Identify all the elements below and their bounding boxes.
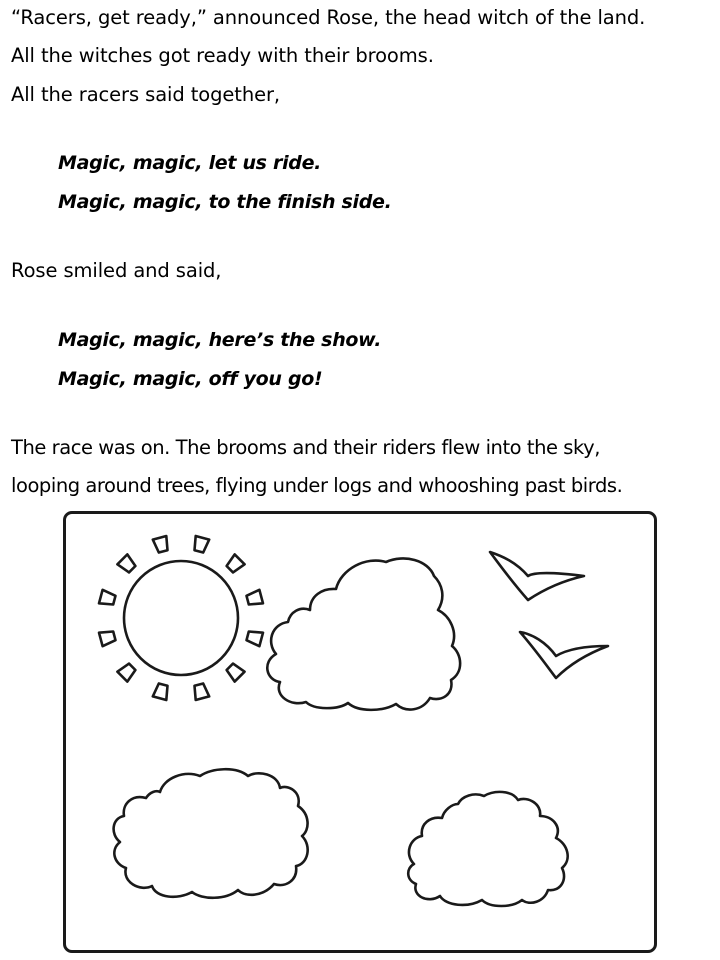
verse-line: Magic, magic, off you go! <box>58 368 323 390</box>
sun-disc <box>124 561 238 675</box>
sun-ray <box>117 664 135 682</box>
verse-line: Magic, magic, to the finish side. <box>58 191 392 213</box>
story-line: The race was on. The brooms and their riders flew into the sky, <box>11 436 600 459</box>
sun-icon <box>99 536 263 700</box>
sun-ray <box>195 536 210 553</box>
illustration-canvas <box>66 514 657 953</box>
story-line: looping around trees, flying under logs and whooshing past birds. <box>11 474 623 497</box>
bird-icon <box>520 632 608 678</box>
sun-ray <box>247 590 264 605</box>
sun-ray <box>227 664 245 682</box>
story-line: “Racers, get ready,” announced Rose, the head witch of the land. <box>11 6 646 29</box>
sun-ray <box>99 632 116 647</box>
illustration-frame <box>63 511 657 953</box>
cloud-icon <box>114 769 308 898</box>
verse-line: Magic, magic, let us ride. <box>58 152 322 174</box>
sun-ray <box>153 684 168 701</box>
sun-ray <box>153 536 168 553</box>
cloud-icon <box>408 792 567 906</box>
story-line: Rose smiled and said, <box>11 259 222 282</box>
sun-ray <box>99 590 116 605</box>
cloud-icon <box>267 558 460 709</box>
sun-ray <box>117 554 135 572</box>
sun-ray <box>195 684 210 701</box>
story-line: All the racers said together, <box>11 83 281 106</box>
story-line: All the witches got ready with their brooms. <box>11 44 434 67</box>
sun-ray <box>247 632 264 647</box>
verse-line: Magic, magic, here’s the show. <box>58 329 382 351</box>
bird-icon <box>490 552 584 600</box>
sun-ray <box>227 554 245 572</box>
